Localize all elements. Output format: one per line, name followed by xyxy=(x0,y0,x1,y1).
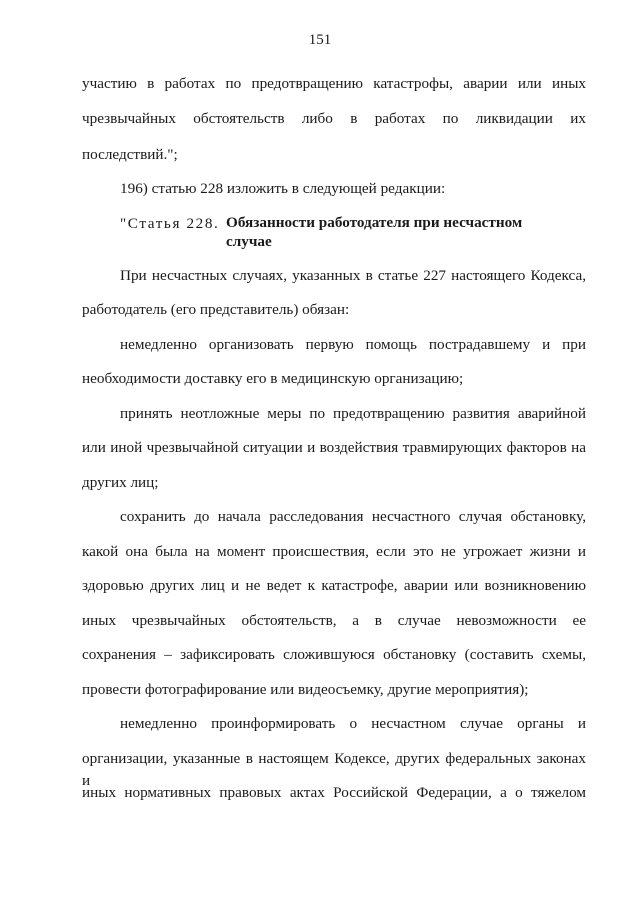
text-line: немедленно организовать первую помощь пострадавшему и при xyxy=(120,336,586,353)
text-line: необходимости доставку его в медицинскую организацию; xyxy=(82,370,464,387)
text-line: работодатель (его представитель) обязан: xyxy=(82,301,350,318)
text-line: других лиц; xyxy=(82,474,159,491)
text-line: немедленно проинформировать о несчастном случае органы и xyxy=(120,715,586,732)
article-label: "Статья 228. xyxy=(120,215,220,232)
page-number: 151 xyxy=(308,32,332,48)
text-line: участию в работах по предотвращению катастрофы, аварии или иных xyxy=(82,75,586,92)
text-line: иных нормативных правовых актах Российской Федерации, а о тяжелом xyxy=(82,784,586,801)
text-line: или иной чрезвычайной ситуации и воздействия травмирующих факторов на xyxy=(82,439,586,456)
text-line: провести фотографирование или видеосъемку, другие мероприятия); xyxy=(82,681,529,698)
article-title-line: случае xyxy=(226,233,272,250)
text-line: иных чрезвычайных обстоятельств, а в случае невозможности ее xyxy=(82,612,586,629)
text-line: здоровью других лиц и не ведет к катастрофе, аварии или возникновению xyxy=(82,577,586,594)
text-line: сохранения – зафиксировать сложившуюся обстановку (составить схемы, xyxy=(82,646,586,663)
text-line: последствий."; xyxy=(82,146,178,163)
text-line: При несчастных случаях, указанных в статье 227 настоящего Кодекса, xyxy=(120,267,586,284)
text-line: принять неотложные меры по предотвращению развития аварийной xyxy=(120,405,586,422)
text-line: организации, указанные в настоящем Кодексе, других федеральных законах и xyxy=(82,750,586,789)
text-line: какой она была на момент происшествия, если это не угрожает жизни и xyxy=(82,543,586,560)
text-line: 196) статью 228 изложить в следующей редакции: xyxy=(120,180,446,197)
article-title xyxy=(226,213,556,251)
text-line: сохранить до начала расследования несчастного случая обстановку, xyxy=(120,508,586,525)
text-line: чрезвычайных обстоятельств либо в работах по ликвидации их xyxy=(82,110,586,127)
article-title-line: Обязанности работодателя при несчастном xyxy=(226,214,523,231)
